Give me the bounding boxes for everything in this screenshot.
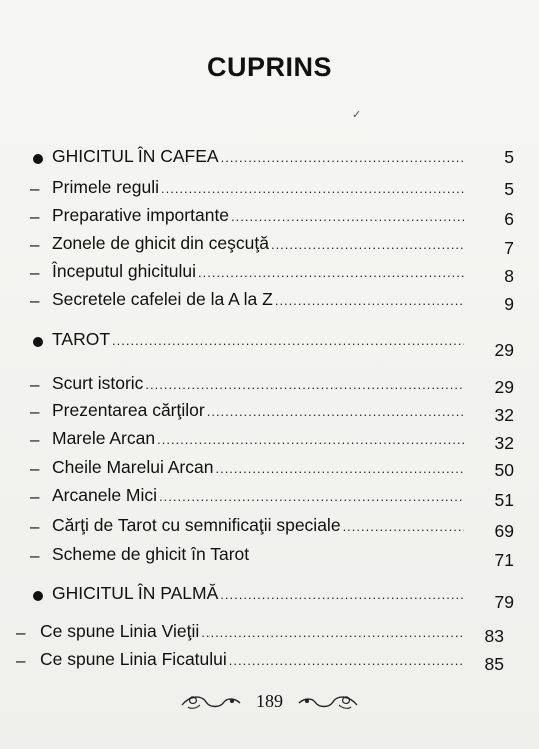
toc-item-row[interactable] <box>0 233 539 259</box>
page-number: 29 <box>494 340 514 360</box>
toc-entry <box>52 205 464 231</box>
toc-item-row[interactable] <box>0 485 539 511</box>
toc-item-row[interactable] <box>0 621 539 647</box>
item-label: Începutul ghicitului <box>52 261 196 281</box>
item-label: Prezentarea cărţilor <box>52 400 205 420</box>
toc-item-row[interactable] <box>0 649 539 675</box>
toc-item-row[interactable] <box>0 515 539 541</box>
dash-mark: – <box>30 291 40 310</box>
leader-dots <box>145 377 464 392</box>
dash-mark: – <box>30 263 40 282</box>
page-title: CUPRINS <box>206 52 332 82</box>
toc-section-row[interactable] <box>0 583 539 612</box>
toc-entry <box>52 146 464 172</box>
page-number: 9 <box>504 294 514 314</box>
toc-entry <box>52 261 464 287</box>
pencil-tick-mark: ✓ <box>352 109 362 121</box>
page-number: 69 <box>494 521 514 541</box>
leader-dots <box>231 209 464 224</box>
dash-mark: – <box>30 235 40 254</box>
toc-entry <box>40 649 464 675</box>
page-number: 32 <box>494 405 514 425</box>
toc-entry <box>52 515 464 541</box>
page-number: 51 <box>494 490 514 510</box>
page-number: 6 <box>504 209 514 229</box>
leader-dots <box>159 489 464 504</box>
item-label: Ce spune Linia Vieţii <box>40 621 200 641</box>
leader-dots <box>215 461 464 476</box>
toc-entry <box>40 621 464 647</box>
item-label: Scheme de ghicit în Tarot <box>52 544 250 564</box>
item-label: Secretele cafelei de la A la Z <box>52 289 273 309</box>
page-number: 50 <box>494 460 514 480</box>
toc-entry <box>52 400 464 426</box>
page-number: 85 <box>484 654 504 674</box>
dash-mark: – <box>30 459 40 478</box>
item-label: Ce spune Linia Ficatului <box>40 649 227 669</box>
dash-mark: – <box>30 179 40 198</box>
bullet-icon <box>33 337 43 347</box>
leader-dots <box>112 333 464 348</box>
toc-section-row[interactable] <box>0 146 539 172</box>
page-number: 8 <box>504 266 514 286</box>
item-label: Scurt istoric <box>52 373 144 393</box>
toc-entry <box>52 544 464 570</box>
dash-mark: – <box>30 546 40 565</box>
dash-mark: – <box>30 402 40 421</box>
page-number: 5 <box>504 147 514 167</box>
toc-entry <box>52 583 464 609</box>
dash-mark: – <box>16 651 26 670</box>
toc-section-row[interactable] <box>0 329 539 360</box>
toc-entry <box>52 373 464 399</box>
toc-item-row[interactable] <box>0 177 539 203</box>
leader-dots <box>198 265 464 280</box>
section-label: TAROT <box>52 329 111 349</box>
page-number: 83 <box>484 626 504 646</box>
dash-mark: – <box>30 375 40 394</box>
page-number: 71 <box>494 550 514 570</box>
leader-dots <box>157 432 464 447</box>
folio-page-number: 189 <box>256 691 283 711</box>
page-number: 5 <box>504 179 514 199</box>
leader-dots <box>275 293 464 308</box>
item-label: Marele Arcan <box>52 428 156 448</box>
leader-dots <box>207 404 464 419</box>
page-number: 7 <box>504 238 514 258</box>
dash-mark: – <box>16 623 26 642</box>
dash-mark: – <box>30 487 40 506</box>
page-footer <box>0 691 539 717</box>
toc-item-row[interactable] <box>0 457 539 483</box>
toc-item-row[interactable] <box>0 261 539 287</box>
item-label: Cărţi de Tarot cu semnificaţii speciale <box>52 515 341 535</box>
toc-entry <box>52 233 464 259</box>
leader-dots <box>271 237 464 252</box>
section-label: GHICITUL ÎN CAFEA <box>52 146 219 166</box>
bullet-icon <box>33 154 43 164</box>
toc-item-row[interactable] <box>0 373 539 399</box>
toc-item-row[interactable] <box>0 205 539 231</box>
toc-entry <box>52 457 464 483</box>
toc-item-row[interactable] <box>0 544 539 570</box>
item-label: Zonele de ghicit din ceşcuţă <box>52 233 269 253</box>
toc-entry <box>52 289 464 315</box>
toc-entry <box>52 428 464 454</box>
page-number: 32 <box>494 433 514 453</box>
leader-dots <box>201 625 464 640</box>
item-label: Primele reguli <box>52 177 159 197</box>
item-label: Arcanele Mici <box>52 485 158 505</box>
item-label: Preparative importante <box>52 205 230 225</box>
dash-mark: – <box>30 207 40 226</box>
bullet-icon <box>33 591 43 601</box>
dash-mark: – <box>30 430 40 449</box>
toc-entry <box>52 485 464 511</box>
toc-item-row[interactable] <box>0 400 539 426</box>
page-number: 29 <box>494 377 514 397</box>
leader-dots <box>221 150 464 165</box>
dash-mark: – <box>30 517 40 536</box>
page-number: 79 <box>494 592 514 612</box>
item-label: Cheile Marelui Arcan <box>52 457 214 477</box>
toc-item-row[interactable] <box>0 289 539 315</box>
right-ornament-icon <box>297 691 359 713</box>
leader-dots <box>161 181 464 196</box>
leader-dots <box>220 587 464 602</box>
leader-dots <box>229 653 464 668</box>
toc-item-row[interactable] <box>0 428 539 454</box>
section-label: GHICITUL ÎN PALMĂ <box>52 583 219 603</box>
toc-entry <box>52 329 464 355</box>
leader-dots <box>343 519 464 534</box>
toc-entry <box>52 177 464 203</box>
